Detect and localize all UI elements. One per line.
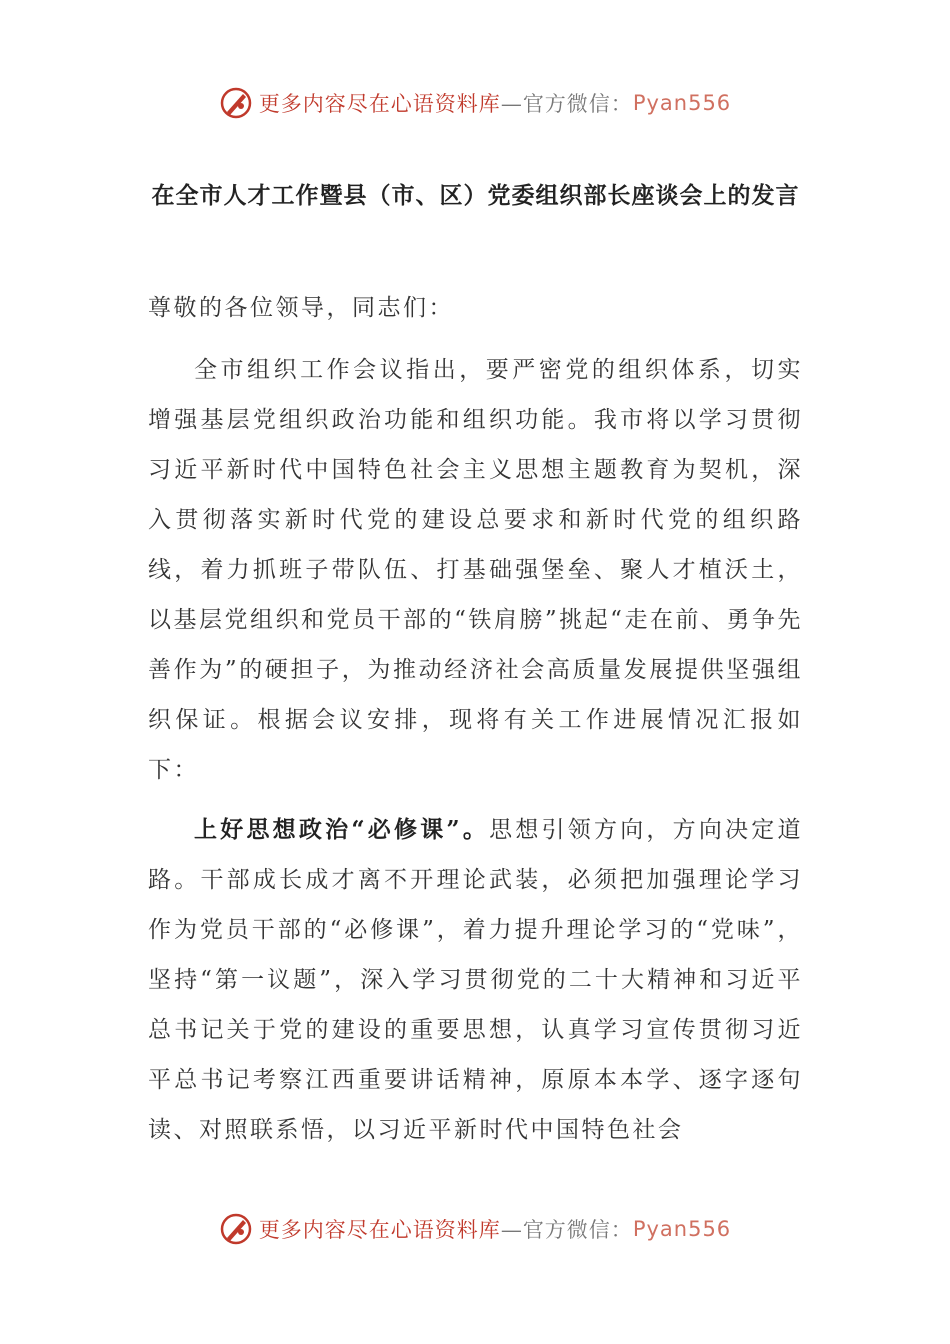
footer-dash-text: —官方微信： [500,1218,633,1242]
greeting: 尊敬的各位领导，同志们： [148,295,454,321]
header-brand-text: 更多内容尽在心语资料库 [258,92,501,116]
section-1-heading: 上好思想政治“必修课”。 [194,816,490,843]
footer-brand-text: 更多内容尽在心语资料库 [258,1218,501,1242]
section-1-body: 思想引领方向，方向决定道路。干部成长成才离不开理论武装，必须把加强理论学习作为党员干部的“必修课”，着力提升理论学习的“党味”，坚持“第一议题”，深入学习贯彻党的二十大精神和习近平总书记关于党的建设的重要思想，认真学习宣传贯彻习近平总书记考察江西重要讲话精神，原原本本学、逐字逐句读、对照联系悟，以习近平新时代中国特色社会 [148,817,803,1143]
paragraph-section-1 [148,805,803,1155]
header-wechat-id: Pyan556 [632,91,732,115]
pen-circle-logo-icon [219,1212,253,1246]
pen-circle-logo-icon [219,86,253,120]
header-banner [0,86,950,120]
header-dash-text: —官方微信： [500,92,633,116]
footer-banner [0,1212,950,1246]
footer-wechat-id: Pyan556 [632,1217,732,1241]
paragraph-intro: 全市组织工作会议指出，要严密党的组织体系，切实增强基层党组织政治功能和组织功能。我市将以学习贯彻习近平新时代中国特色社会主义思想主题教育为契机，深入贯彻落实新时代党的建设总要求和新时代党的组织路线，着力抓班子带队伍、打基础强堡垒、聚人才植沃土，以基层党组织和党员干部的“铁肩膀”挑起“走在前、勇争先善作为”的硬担子，为推动经济社会高质量发展提供坚强组织保证。根据会议安排，现将有关工作进展情况汇报如下： [148,357,803,783]
document-title: 在全市人才工作暨县（市、区）党委组织部长座谈会上的发言 [151,182,800,209]
